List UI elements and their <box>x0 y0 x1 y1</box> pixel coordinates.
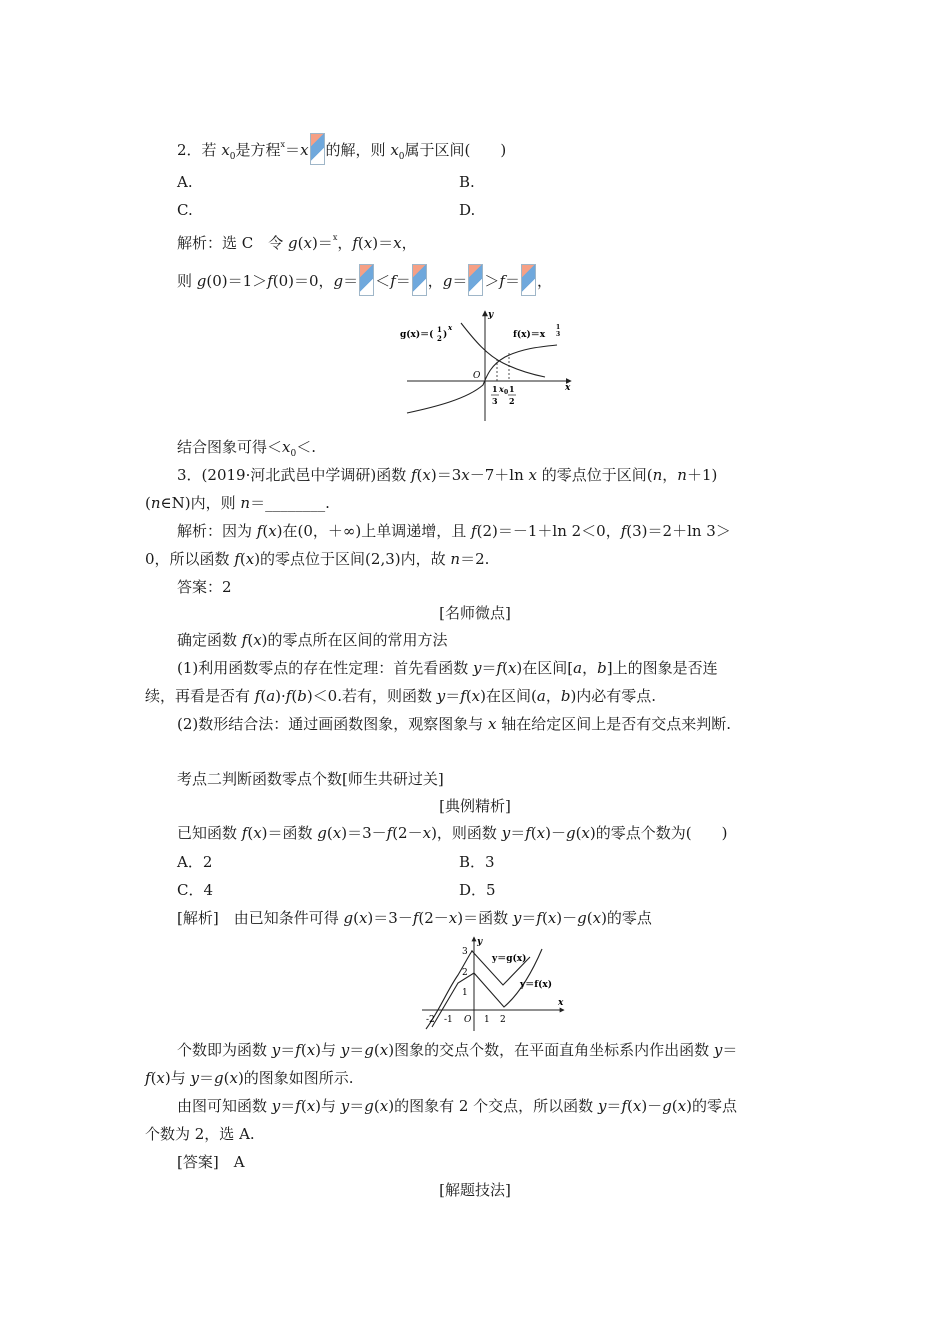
q3-solution-line1: 解析：因为 f(x)在(0，＋∞)上单调递增，且 f(2)＝－1＋ln 2＜0，f(3)＝2＋ln 3＞ <box>177 522 731 540</box>
missing-formula-image <box>468 264 483 296</box>
q2-stem: 2．若 $x_0$是方程$^x$＝x 的解，则 $x_0$属于区间( ) <box>177 133 506 167</box>
tips-header: [名师微点] <box>439 604 511 622</box>
kp2-paragraph-2-cont: 个数为 2，选 A. <box>145 1125 255 1143</box>
q2-option-a: A. <box>177 173 193 191</box>
q2-conclusion: 结合图象可得$<x_0<$. <box>177 438 316 459</box>
x0-sub: 0 <box>504 389 509 396</box>
tips-method-1-cont: 续，再看是否有 f(a)·f(b)＜0.若有，则函数 y＝f(x)在区间(a，b)内必有零点. <box>145 687 657 705</box>
kp2-option-d: D．5 <box>459 881 496 899</box>
tick-y3: 3 <box>462 947 468 957</box>
tick-x-neg1: -1 <box>444 1015 453 1025</box>
q3-solution-line2: 0，所以函数 f(x)的零点位于区间(2,3)内，故 n＝2. <box>145 550 490 568</box>
q2-solution-line1: 解析：选 C 令 g(x)＝$^x$，f(x)＝x， <box>177 233 417 252</box>
g-close: ) <box>443 330 448 340</box>
kp2-subheading: [典例精析] <box>439 797 511 815</box>
missing-formula-image <box>521 264 536 296</box>
kp2-option-a: A．2 <box>177 853 213 871</box>
q2-option-c: C. <box>177 201 193 219</box>
kp2-heading: 考点二判断函数零点个数[师生共研过关] <box>177 770 444 788</box>
x-axis-label: x <box>565 383 571 393</box>
q3-stem-line2: (n∈N)内，则 n＝________. <box>145 494 330 512</box>
g-graph-label: y＝g(x) <box>492 954 527 964</box>
kp2-option-b: B．3 <box>459 853 495 871</box>
tick-x-neg2: -2 <box>426 1015 435 1025</box>
tick-one-third-den: 3 <box>492 396 498 406</box>
kp2-paragraph-1-cont: f(x)与 y＝g(x)的图象如图所示. <box>145 1069 354 1087</box>
tick-y1: 1 <box>462 988 468 998</box>
f-curve <box>407 345 557 413</box>
kp2-question: 已知函数 f(x)＝函数 g(x)＝3－f(2－x)，则函数 y＝f(x)－g(x)的零点个数为( ) <box>177 824 728 842</box>
missing-formula-image <box>412 264 427 296</box>
origin-label: O <box>473 371 481 381</box>
tick-y2: 2 <box>462 968 468 978</box>
g-frac-num: 1 <box>437 325 442 334</box>
origin-label: O <box>464 1015 472 1025</box>
x-axis-label: x <box>558 998 564 1008</box>
f-exp-den: 3 <box>556 331 561 338</box>
tick-x2: 2 <box>500 1015 506 1025</box>
f-exp-num: 1 <box>556 324 561 331</box>
g-function-label: g(x)＝( <box>400 330 434 340</box>
q2-option-b: B. <box>459 173 475 191</box>
figure-f-and-g <box>418 935 568 1033</box>
y-axis-label: y <box>488 310 494 320</box>
kp2-analysis: [解析] 由已知条件可得 g(x)＝3－f(2－x)＝函数 y＝f(x)－g(x)的零点 <box>177 909 652 927</box>
q3-stem-line1: 3．(2019·河北武邑中学调研)函数 f(x)＝3x－7＋ln x 的零点位于区间(n，n＋1) <box>177 466 718 484</box>
q2-solution-line2: 则 g(0)＝1＞f(0)＝0，g＝ ＜f＝ ，g＝ ＞f＝ ， <box>177 264 552 296</box>
missing-formula-image <box>359 264 374 296</box>
figure-exp-vs-cuberoot <box>395 305 585 425</box>
kp2-answer: [答案] A <box>177 1153 245 1171</box>
tips-method-1: (1)利用函数零点的存在性定理：首先看函数 y＝f(x)在区间[a，b]上的图象是否连 <box>177 659 718 677</box>
kp2-paragraph-1: 个数即为函数 y＝f(x)与 y＝g(x)图象的交点个数，在平面直角坐标系内作出函数 y＝ <box>177 1041 738 1059</box>
x0-label: x <box>499 384 504 394</box>
kp2-paragraph-2: 由图可知函数 y＝f(x)与 y＝g(x)的图象有 2 个交点，所以函数 y＝f(x)－g(x)的零点 <box>177 1097 737 1115</box>
tick-one-half-num: 1 <box>509 384 515 394</box>
kp2-option-c: C．4 <box>177 881 214 899</box>
tick-one-third-num: 1 <box>492 384 498 394</box>
q2-option-d: D. <box>459 201 476 219</box>
q3-answer: 答案：2 <box>177 578 232 596</box>
g-frac-den: 2 <box>437 334 442 343</box>
g-sup: x <box>448 323 453 332</box>
y-axis-label: y <box>477 937 483 947</box>
f-graph-label: y＝f(x) <box>520 980 552 990</box>
f-function-label: f(x)＝x <box>513 330 546 340</box>
tips-method-2: (2)数形结合法：通过画函数图象，观察图象与 x 轴在给定区间上是否有交点来判断. <box>177 715 732 733</box>
missing-formula-image <box>310 133 325 165</box>
tick-one-half-den: 2 <box>509 396 515 406</box>
kp2-footer-heading: [解题技法] <box>439 1181 511 1199</box>
tick-x1: 1 <box>484 1015 490 1025</box>
tips-title: 确定函数 f(x)的零点所在区间的常用方法 <box>177 631 448 649</box>
